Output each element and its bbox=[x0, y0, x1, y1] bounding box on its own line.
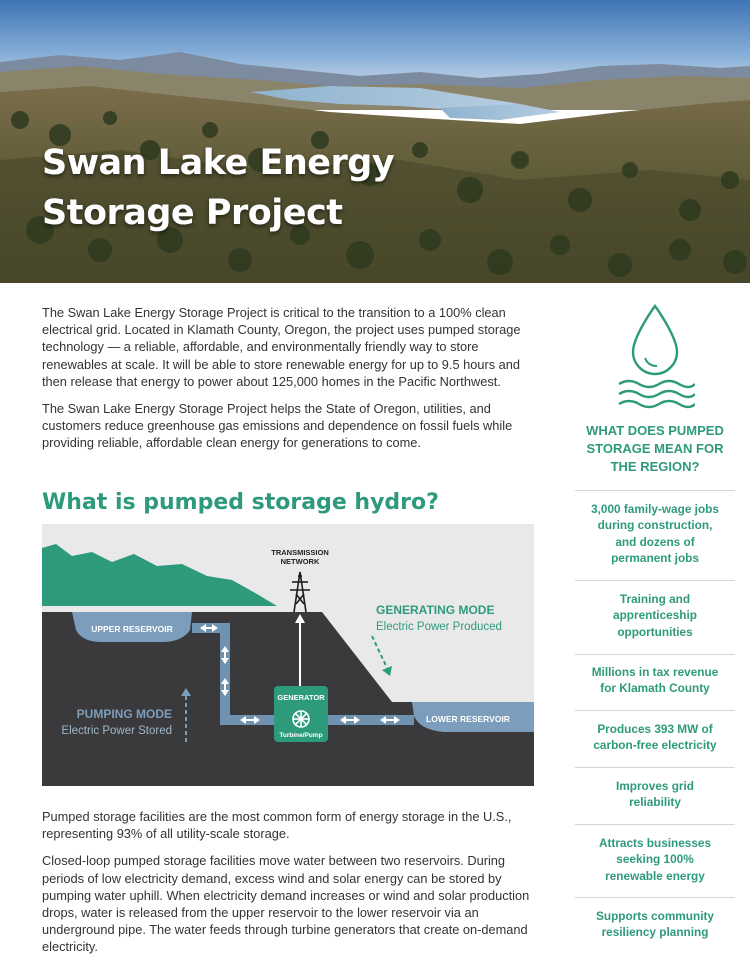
pumping-mode-sub: Electric Power Stored bbox=[61, 725, 172, 737]
pumping-mode-label: PUMPING MODE bbox=[76, 707, 172, 721]
page-title bbox=[42, 138, 394, 238]
sidebar-title-1: WHAT DOES PUMPED bbox=[586, 423, 724, 438]
divider bbox=[575, 654, 735, 655]
benefit-line: for Klamath County bbox=[600, 681, 710, 696]
benefit-line: 3,000 family-wage jobs bbox=[591, 502, 719, 516]
sidebar-title bbox=[575, 422, 735, 476]
divider bbox=[575, 767, 735, 768]
benefit-line: Attracts businesses bbox=[598, 836, 712, 850]
divider bbox=[575, 824, 735, 825]
intro-paragraph-2: The Swan Lake Energy Storage Project helps the State of Oregon, utilities, and customers reduce greenhouse gas emissions and dependence on fossil fuels while providing reliable, affordable clean energy for generations to come. bbox=[42, 401, 513, 451]
divider bbox=[575, 897, 735, 898]
benefit-line: during construction, bbox=[597, 518, 713, 533]
benefit-line: resiliency planning bbox=[601, 925, 709, 940]
benefit-item bbox=[575, 501, 735, 567]
benefit-line: Produces 393 MW of bbox=[597, 722, 713, 736]
benefit-item bbox=[575, 835, 735, 884]
benefit-line: renewable energy bbox=[605, 868, 705, 883]
water-drop-waves-icon bbox=[615, 300, 695, 410]
benefit-line: opportunities bbox=[617, 624, 693, 639]
benefit-line: Supports community bbox=[596, 909, 714, 923]
divider bbox=[575, 580, 735, 581]
lower-reservoir-label: LOWER RESERVOIR bbox=[426, 714, 510, 724]
generating-mode-label: GENERATING MODE bbox=[376, 603, 495, 617]
title-line-2: Storage Project bbox=[42, 193, 343, 233]
benefit-item bbox=[575, 591, 735, 640]
benefit-item bbox=[575, 778, 735, 811]
intro-text bbox=[42, 304, 542, 462]
upper-reservoir-label: UPPER RESERVOIR bbox=[91, 624, 173, 634]
transmission-label-2: NETWORK bbox=[280, 557, 320, 566]
generator-label: GENERATOR bbox=[277, 693, 325, 702]
benefit-item bbox=[575, 908, 735, 941]
benefit-line: Improves grid bbox=[615, 779, 694, 793]
divider bbox=[575, 710, 735, 711]
benefit-line: permanent jobs bbox=[611, 551, 699, 566]
generating-mode-sub: Electric Power Produced bbox=[376, 621, 502, 633]
benefit-item bbox=[575, 664, 735, 697]
body-paragraph-2: Closed-loop pumped storage facilities move water between two reservoirs. During periods of low electricity demand, excess wind and solar energy can be stored by pumping water uphill. When electricity demand increases or wind and solar production drops, water is released from the upper reservoir to the lower reservoir via an underground pipe. The water feeds through turbine generators that create on-demand electricity. bbox=[42, 853, 530, 955]
benefit-line: and dozens of bbox=[615, 534, 695, 549]
turbine-label: Turbine/Pump bbox=[279, 732, 323, 739]
benefit-line: reliability bbox=[629, 795, 681, 810]
title-line-1: Swan Lake Energy bbox=[42, 143, 395, 183]
body-paragraph-1: Pumped storage facilities are the most common form of energy storage in the U.S., representing 93% of all utility-scale storage. bbox=[42, 809, 512, 842]
sidebar bbox=[575, 300, 735, 940]
turbine-blades bbox=[293, 711, 309, 727]
pumped-storage-diagram bbox=[42, 524, 534, 786]
section-heading: What is pumped storage hydro? bbox=[42, 490, 439, 515]
hero-banner bbox=[0, 0, 750, 283]
body-text bbox=[42, 808, 542, 966]
divider bbox=[575, 490, 735, 491]
transmission-label-1: TRANSMISSION bbox=[271, 548, 329, 557]
intro-paragraph-1: The Swan Lake Energy Storage Project is critical to the transition to a 100% clean electrical grid. Located in Klamath County, Oregon, the project uses pumped storage technology — a reliable, affordable, and environmentally friendly way to store renewables at scale. It will be able to store renewable energy for up to 9.5 hours and then release that energy to power about 125,000 homes in the Pacific Northwest. bbox=[42, 305, 521, 389]
benefit-line: apprenticeship bbox=[613, 608, 697, 623]
benefit-line: seeking 100% bbox=[616, 852, 694, 867]
benefit-item bbox=[575, 721, 735, 754]
benefit-line: Training and bbox=[619, 592, 691, 606]
benefit-line: Millions in tax revenue bbox=[591, 665, 719, 679]
sidebar-title-2: STORAGE MEAN FOR bbox=[586, 441, 724, 456]
sidebar-title-3: THE REGION? bbox=[610, 459, 700, 474]
benefit-line: carbon-free electricity bbox=[593, 738, 717, 753]
